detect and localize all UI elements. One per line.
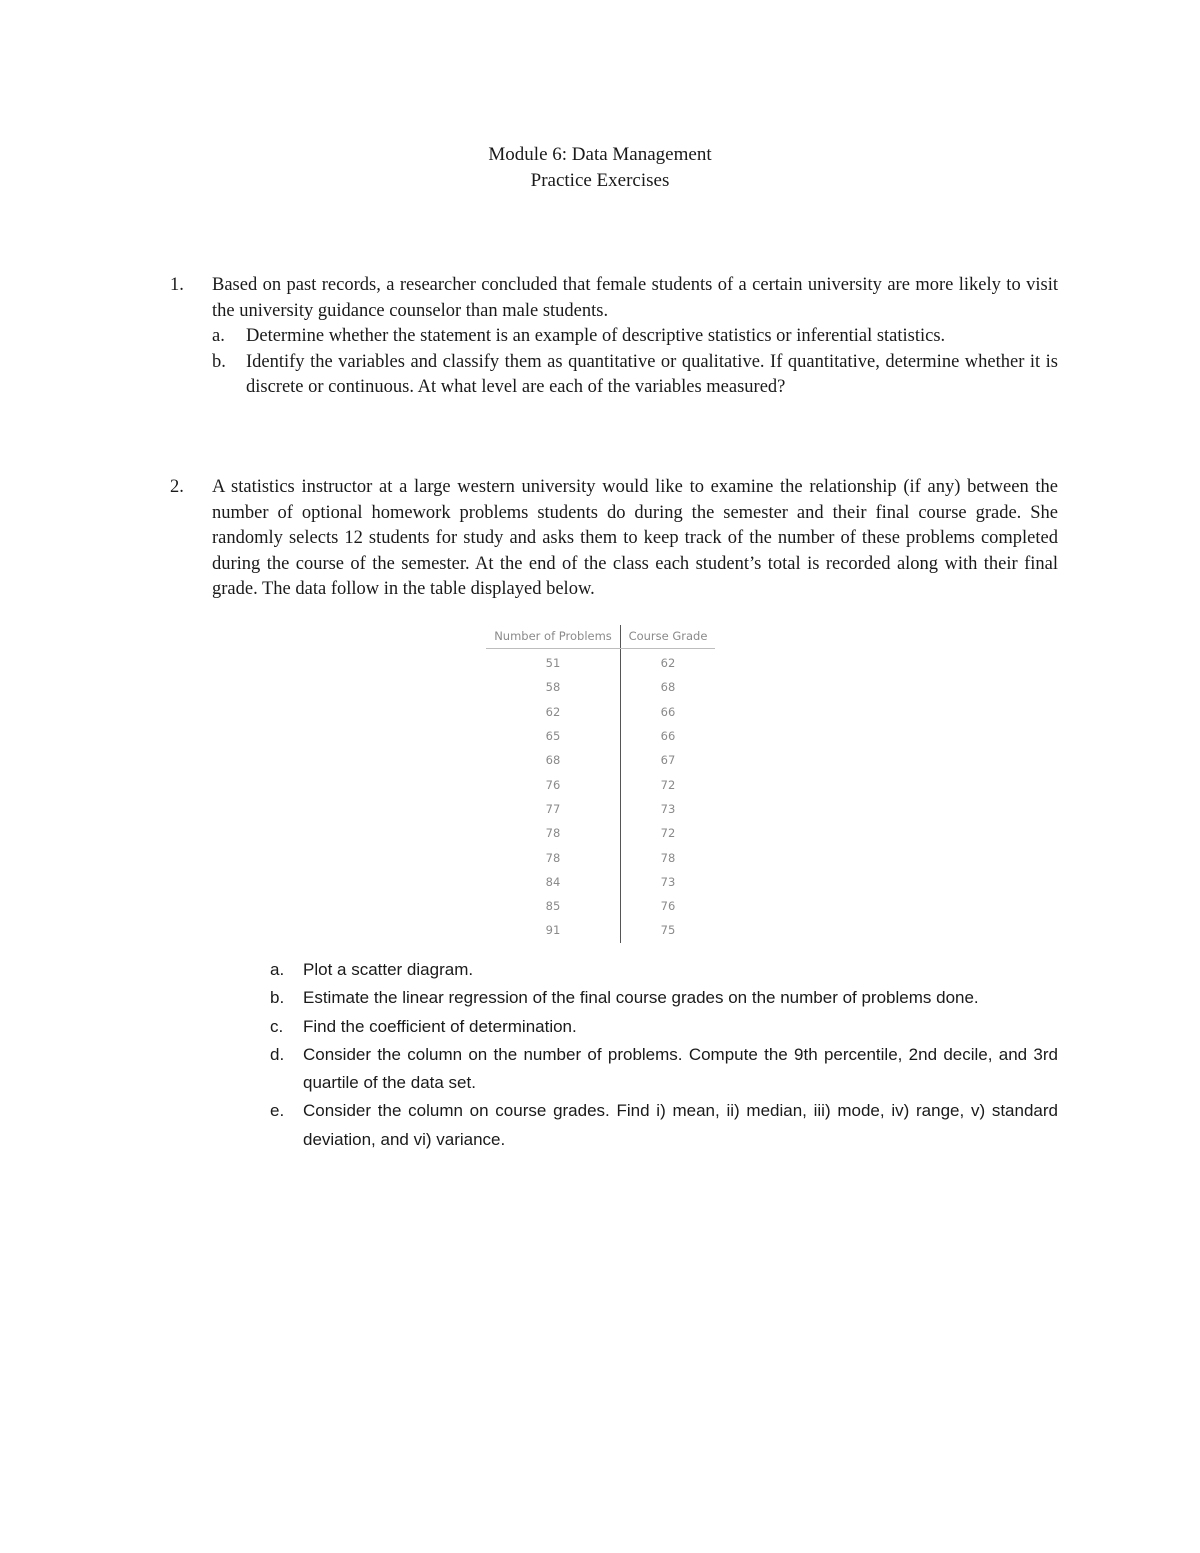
sub-question-b	[270, 984, 1058, 1012]
sub-question-text: Consider the column on the number of problems. Compute the 9th percentile, 2nd decile, and 3rd quartile of the data set.	[303, 1044, 1058, 1093]
question-1	[170, 273, 1058, 401]
cell-grade: 76	[660, 899, 676, 914]
cell-problems: 78	[486, 821, 621, 845]
table-row	[486, 724, 715, 748]
sub-question-letter: b.	[270, 988, 285, 1008]
cell-problems: 78	[486, 845, 621, 869]
table-row	[486, 918, 715, 942]
cell-grade: 73	[660, 874, 676, 889]
cell-grade: 66	[660, 704, 676, 719]
table-row	[486, 845, 715, 869]
sub-question-letter: b.	[212, 351, 226, 372]
q2-sub-question-list	[270, 956, 1058, 1154]
sub-question-letter: a.	[212, 326, 225, 346]
sub-question-letter: d.	[270, 1044, 285, 1064]
cell-grade: 67	[660, 753, 676, 768]
sub-question-c	[270, 1013, 1058, 1041]
sub-question-letter: c.	[270, 1016, 284, 1036]
page-title: Module 6: Data Management	[488, 144, 712, 165]
data-table	[486, 625, 715, 943]
sub-question-text: Determine whether the statement is an example of descriptive statistics or inferential statistics.	[246, 326, 946, 346]
cell-grade: 75	[660, 923, 676, 938]
cell-grade: 66	[660, 729, 676, 744]
title-block	[0, 142, 1200, 194]
sub-question-d	[270, 1041, 1058, 1098]
column-header-grade: Course Grade	[621, 625, 716, 649]
question-text: Based on past records, a researcher concluded that female students of a certain university are more likely to visit the university guidance counselor than male students.	[212, 275, 1058, 321]
cell-problems: 76	[486, 772, 621, 796]
cell-problems: 68	[486, 748, 621, 772]
cell-problems: 77	[486, 797, 621, 821]
cell-grade: 72	[660, 826, 676, 841]
table-row	[486, 772, 715, 796]
page-subtitle: Practice Exercises	[530, 170, 670, 191]
cell-problems: 91	[486, 918, 621, 942]
table-row	[486, 649, 715, 676]
column-header-problems: Number of Problems	[486, 625, 621, 649]
question-number: 2.	[170, 477, 184, 497]
cell-problems: 85	[486, 894, 621, 918]
sub-question-text: Plot a scatter diagram.	[303, 960, 474, 979]
sub-question-text: Find the coefficient of determination.	[303, 1016, 577, 1036]
sub-question-a	[212, 324, 1058, 350]
sub-question-b	[212, 350, 1058, 401]
table-row	[486, 700, 715, 724]
sub-question-text: Estimate the linear regression of the final course grades on the number of problems done.	[303, 988, 979, 1008]
cell-grade: 62	[660, 656, 676, 671]
table-row	[486, 821, 715, 845]
sub-question-a	[270, 956, 1058, 984]
table-row	[486, 894, 715, 918]
cell-problems: 65	[486, 724, 621, 748]
question-text: A statistics instructor at a large western university would like to examine the relationship (if any) between the number of optional homework problems students do during the semester and their final course grade. She randomly selects 12 students for study and asks them to keep track of the number of these problems completed during the course of the semester. At the end of the class each student’s total is recorded along with their final grade. The data follow in the table displayed below.	[212, 477, 1058, 599]
cell-grade: 68	[660, 680, 676, 695]
cell-problems: 62	[486, 700, 621, 724]
table-row	[486, 870, 715, 894]
table-row	[486, 675, 715, 699]
cell-problems: 84	[486, 870, 621, 894]
table-row	[486, 797, 715, 821]
sub-question-letter: e.	[270, 1101, 285, 1121]
table-header-row	[486, 625, 715, 649]
table-row	[486, 748, 715, 772]
sub-question-text: Identify the variables and classify them as quantitative or qualitative. If quantitative, determine whether it is discrete or continuous. At what level are each of the variables measured?	[246, 351, 1058, 397]
cell-grade: 78	[660, 850, 676, 865]
question-2	[170, 475, 1058, 603]
cell-grade: 72	[660, 777, 676, 792]
cell-grade: 73	[660, 801, 676, 816]
question-number: 1.	[170, 275, 184, 295]
sub-question-letter: a.	[270, 960, 285, 979]
cell-problems: 58	[486, 675, 621, 699]
sub-question-e	[270, 1097, 1058, 1154]
cell-problems: 51	[486, 649, 621, 676]
sub-question-list	[212, 324, 1058, 401]
sub-question-text: Consider the column on course grades. Find i) mean, ii) median, iii) mode, iv) range, v) standard deviation, and vi) variance.	[303, 1101, 1058, 1149]
